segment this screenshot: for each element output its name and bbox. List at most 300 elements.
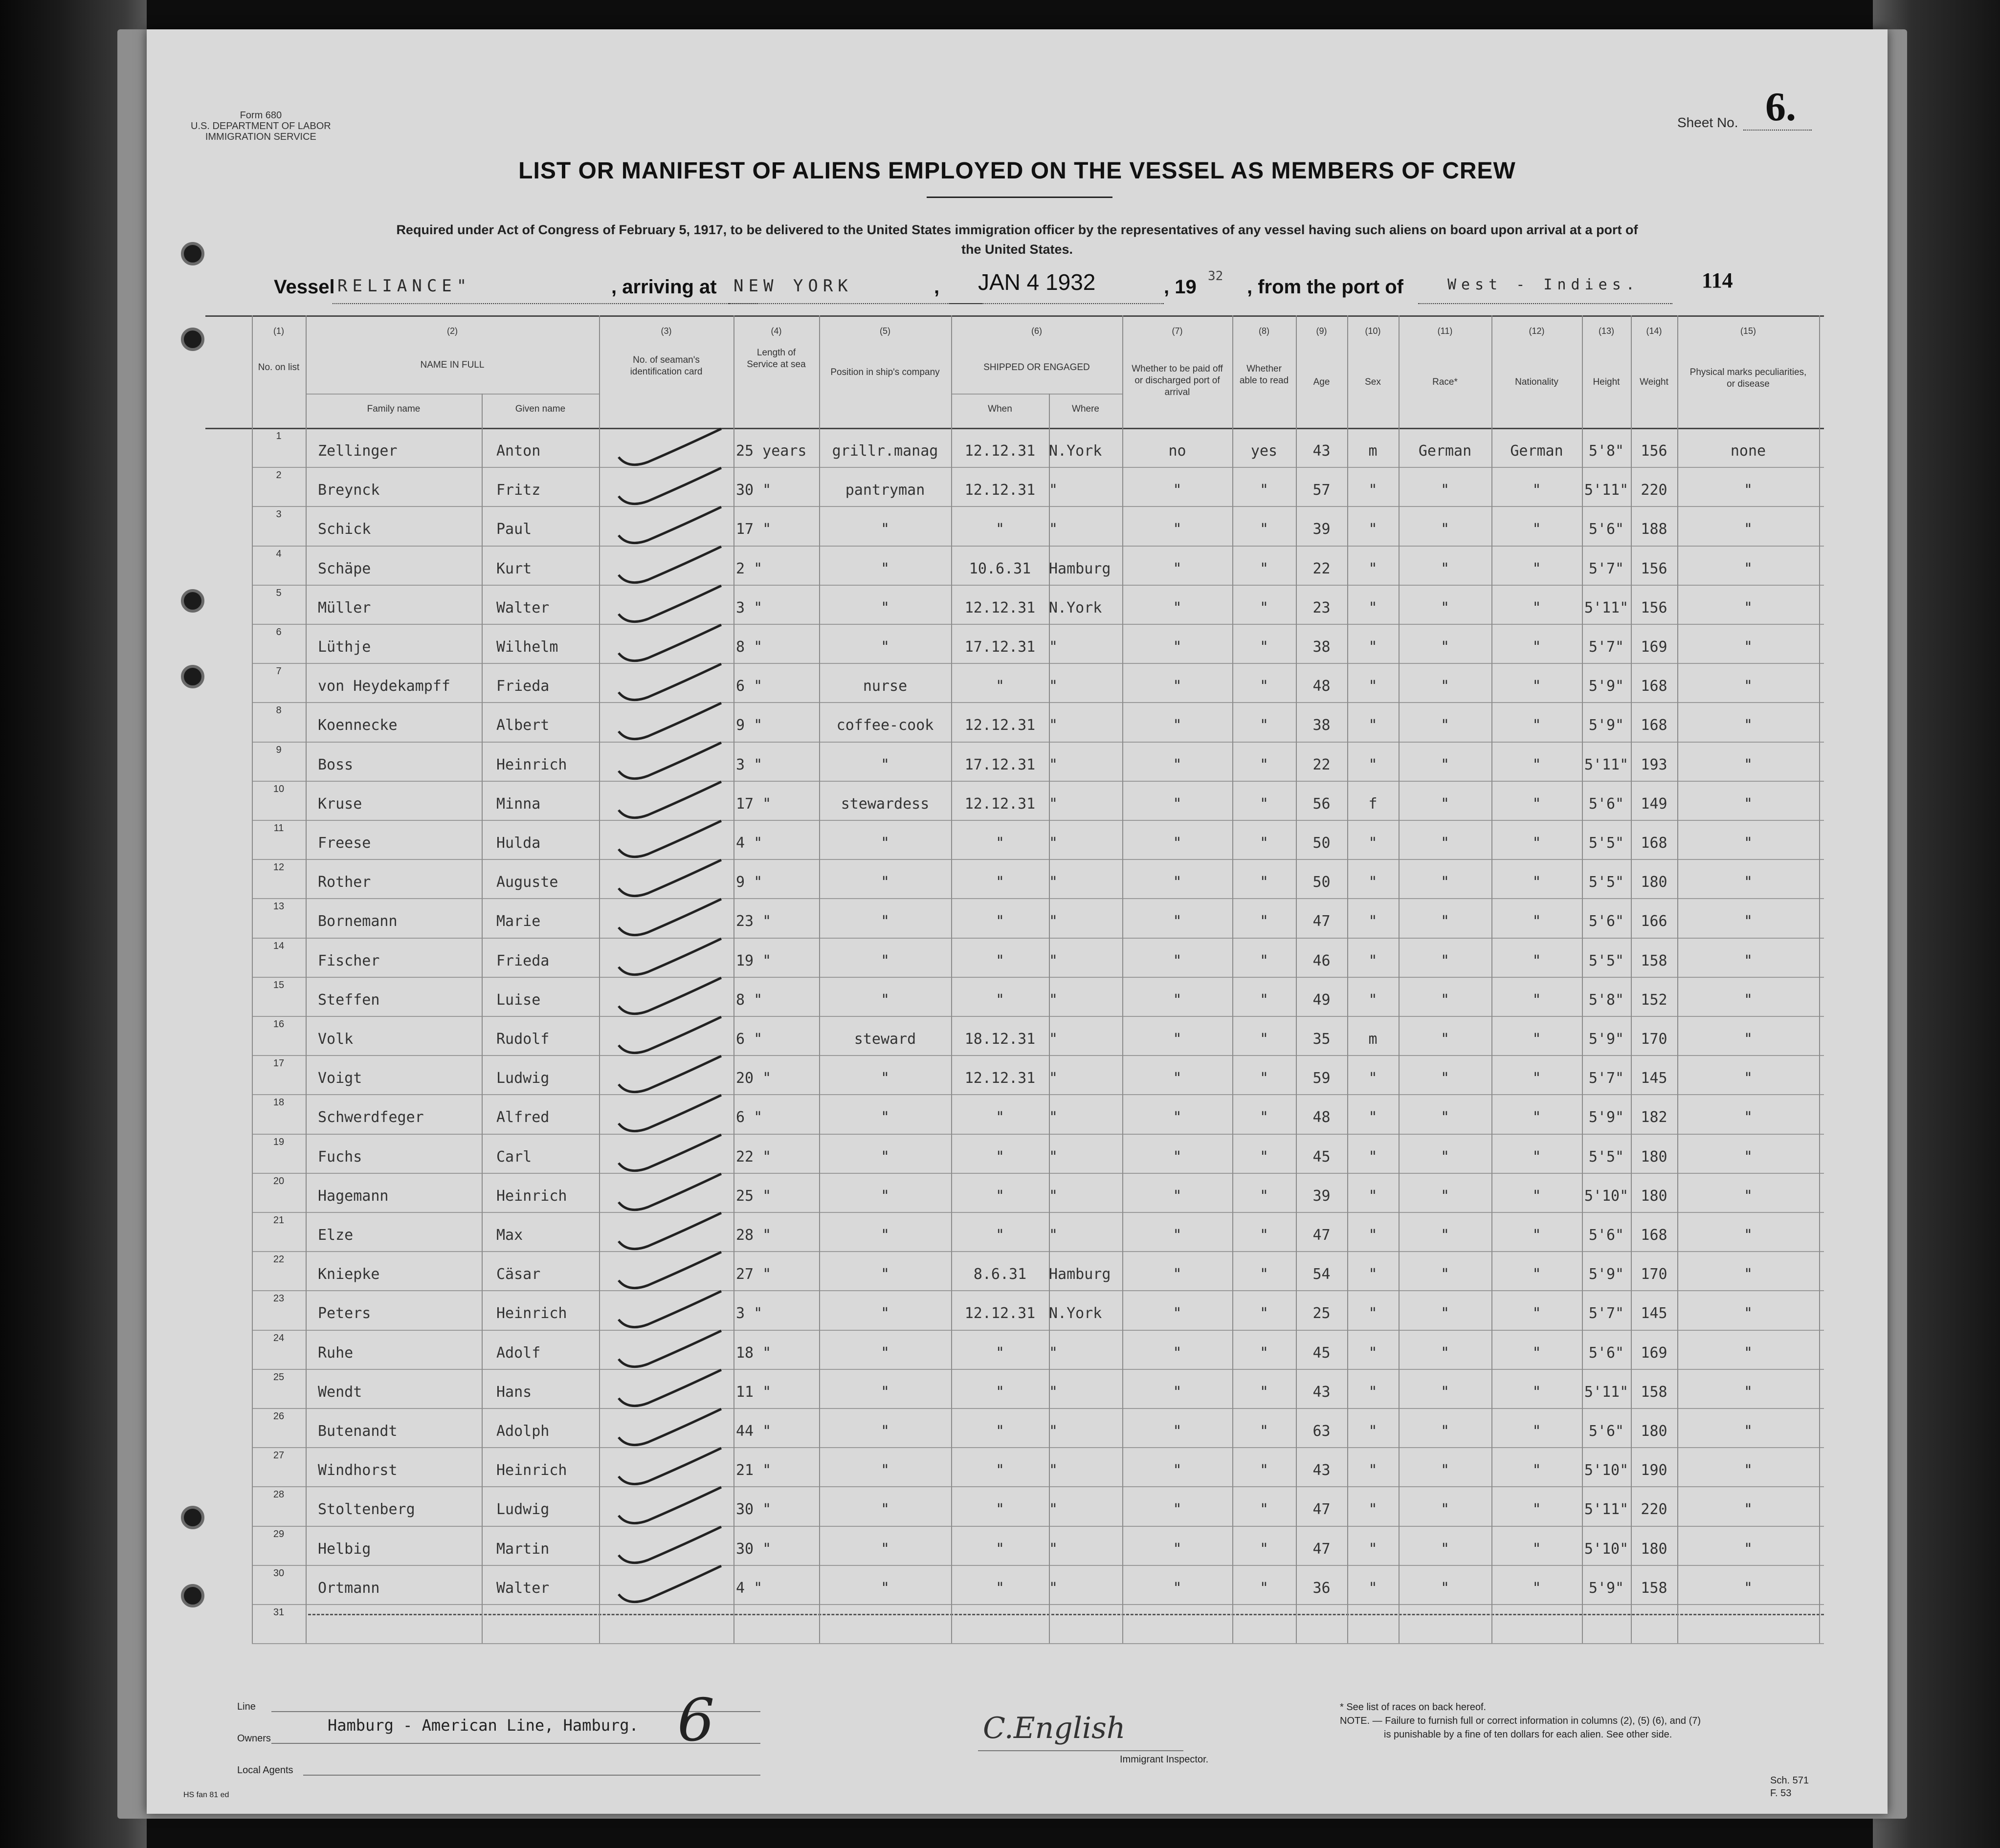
cell-weight: 158 xyxy=(1641,1383,1667,1401)
cell-service: 19 " xyxy=(736,952,772,969)
cell-when: " xyxy=(995,521,1005,538)
cell-sex: " xyxy=(1368,874,1378,891)
cell-where: " xyxy=(1049,1383,1058,1401)
cell-family: Boss xyxy=(318,756,354,773)
cell-given: Heinrich xyxy=(496,756,567,773)
sheet-label: Sheet No. xyxy=(1677,115,1738,130)
row-number: 3 xyxy=(276,509,282,520)
cell-marks: " xyxy=(1743,1109,1753,1126)
column-rule xyxy=(1399,315,1400,1643)
column-rule xyxy=(1631,315,1632,1643)
arriving-port: NEW YORK xyxy=(733,276,853,296)
row-number: 7 xyxy=(276,666,282,677)
col-header-weight: Weight xyxy=(1640,377,1668,387)
cell-weight: 156 xyxy=(1641,560,1667,577)
column-rule xyxy=(306,315,307,1643)
row-number: 28 xyxy=(273,1489,285,1500)
cell-age: 25 xyxy=(1312,1305,1331,1322)
cell-weight: 149 xyxy=(1641,795,1667,813)
cell-family: Koennecke xyxy=(318,717,398,734)
cell-sex: " xyxy=(1368,1148,1378,1166)
cell-age: 43 xyxy=(1312,1383,1331,1401)
row-number: 24 xyxy=(273,1332,285,1343)
row-number: 16 xyxy=(273,1019,285,1030)
row-rule xyxy=(252,1212,1824,1213)
cell-sex: " xyxy=(1368,991,1378,1009)
cell-height: 5'10" xyxy=(1584,1187,1629,1205)
cell-age: 45 xyxy=(1312,1344,1331,1362)
cell-when: " xyxy=(995,1579,1005,1597)
cell-marks: " xyxy=(1743,1148,1753,1166)
row-rule xyxy=(252,702,1824,703)
cell-sex: m xyxy=(1368,1031,1378,1048)
cell-service: 25 years xyxy=(736,442,807,460)
row-rule xyxy=(252,898,1824,899)
cell-paid: " xyxy=(1173,1540,1182,1558)
cell-read: " xyxy=(1259,1031,1269,1048)
cell-weight: 156 xyxy=(1641,442,1667,460)
cell-when: 17.12.31 xyxy=(964,638,1036,656)
cell-height: 5'11" xyxy=(1584,1383,1629,1401)
cell-family: Kniepke xyxy=(318,1266,380,1283)
cell-when: 17.12.31 xyxy=(964,756,1036,773)
cell-sex: " xyxy=(1368,1579,1378,1597)
name-subrule xyxy=(306,394,599,395)
cell-where: N.York xyxy=(1049,442,1102,460)
cell-where: " xyxy=(1049,1070,1058,1087)
cell-height: 5'6" xyxy=(1588,1227,1624,1244)
penalty-note: NOTE. — Failure to furnish full or correct information in columns (2), (5) (6), and (7) xyxy=(1340,1716,1701,1726)
cell-paid: " xyxy=(1173,1227,1182,1244)
column-rule xyxy=(733,315,734,1643)
cell-age: 47 xyxy=(1312,1227,1331,1244)
manifest-page xyxy=(147,29,1888,1814)
cell-nationality: " xyxy=(1532,952,1541,969)
table-top-rule xyxy=(205,315,1824,317)
subtitle-text: Required under Act of Congress of February 5, 1917, to be delivered to the United States immigration officer by the representatives of any vessel having such aliens on board upon arrival at a port of the United States. xyxy=(396,222,1638,257)
cell-when: " xyxy=(995,1383,1005,1401)
from-port-line xyxy=(1418,303,1672,304)
cell-family: Windhorst xyxy=(318,1462,398,1479)
cell-read: " xyxy=(1259,1305,1269,1322)
cell-family: Lüthje xyxy=(318,638,371,656)
col-header-family: Family name xyxy=(367,404,421,414)
row-number: 11 xyxy=(273,823,284,834)
cell-nationality: " xyxy=(1532,991,1541,1009)
cell-service: 27 " xyxy=(736,1266,772,1283)
cell-where: " xyxy=(1049,521,1058,538)
year-suffix: 32 xyxy=(1208,269,1223,284)
cell-race: " xyxy=(1440,1227,1450,1244)
cell-age: 39 xyxy=(1312,1187,1331,1205)
cell-nationality: " xyxy=(1532,756,1541,773)
cell-marks: " xyxy=(1743,835,1753,852)
cell-nationality: " xyxy=(1532,1344,1541,1362)
cell-family: Wendt xyxy=(318,1383,362,1401)
cell-family: Kruse xyxy=(318,795,362,813)
cell-age: 48 xyxy=(1312,1109,1331,1126)
cell-family: Ruhe xyxy=(318,1344,354,1362)
cell-read: " xyxy=(1259,1070,1269,1087)
row-number: 10 xyxy=(273,783,285,794)
cell-age: 43 xyxy=(1312,442,1331,460)
col-num: (11) xyxy=(1437,326,1453,336)
cell-read: " xyxy=(1259,638,1269,656)
cell-where: " xyxy=(1049,1344,1058,1362)
cell-when: " xyxy=(995,952,1005,969)
cell-paid: " xyxy=(1173,1070,1182,1087)
cell-read: " xyxy=(1259,1501,1269,1518)
cell-when: " xyxy=(995,1148,1005,1166)
row-number: 30 xyxy=(273,1567,285,1579)
column-rule xyxy=(252,315,253,1643)
cell-marks: none xyxy=(1730,442,1766,460)
binder-hole-icon xyxy=(181,328,204,351)
cell-position: " xyxy=(880,1540,890,1558)
cell-read: " xyxy=(1259,1109,1269,1126)
cell-marks: " xyxy=(1743,952,1753,969)
col-header-read: Whether able to read xyxy=(1239,364,1289,386)
cell-race: " xyxy=(1440,1148,1450,1166)
cell-height: 5'11" xyxy=(1584,1501,1629,1518)
cell-weight: 166 xyxy=(1641,913,1667,930)
cell-age: 22 xyxy=(1312,756,1331,773)
cell-nationality: " xyxy=(1532,638,1541,656)
cell-given: Frieda xyxy=(496,678,550,695)
cell-family: Schwerdfeger xyxy=(318,1109,424,1126)
agents-rule xyxy=(303,1775,760,1776)
cell-given: Hans xyxy=(496,1383,532,1401)
cell-race: " xyxy=(1440,482,1450,499)
cell-nationality: " xyxy=(1532,1305,1541,1322)
row-number: 5 xyxy=(276,587,282,598)
cell-when: " xyxy=(995,1423,1005,1440)
cell-marks: " xyxy=(1743,1462,1753,1479)
cell-given: Heinrich xyxy=(496,1462,567,1479)
handwritten-number: 6 xyxy=(677,1687,715,1755)
cell-paid: " xyxy=(1173,599,1182,616)
cell-given: Rudolf xyxy=(496,1031,550,1048)
row-number: 8 xyxy=(276,705,282,716)
col-num: (7) xyxy=(1172,326,1183,336)
cell-race: " xyxy=(1440,1305,1450,1322)
cell-where: " xyxy=(1049,1501,1058,1518)
cell-service: 30 " xyxy=(736,1501,772,1518)
cell-when: 12.12.31 xyxy=(964,717,1036,734)
cell-where: " xyxy=(1049,717,1058,734)
column-rule xyxy=(1232,315,1233,1643)
cell-paid: " xyxy=(1173,560,1182,577)
cell-paid: " xyxy=(1173,1305,1182,1322)
cell-nationality: " xyxy=(1532,795,1541,813)
col-header-sex: Sex xyxy=(1365,377,1381,387)
cell-family: Stoltenberg xyxy=(318,1501,415,1518)
row-rule xyxy=(252,1134,1824,1135)
cell-service: 6 " xyxy=(736,1109,763,1126)
cell-when: " xyxy=(995,874,1005,891)
cell-paid: " xyxy=(1173,1344,1182,1362)
cell-read: " xyxy=(1259,1540,1269,1558)
cell-family: Freese xyxy=(318,835,371,852)
col-num: (6) xyxy=(1031,326,1042,336)
cell-read: " xyxy=(1259,1423,1269,1440)
cell-sex: " xyxy=(1368,756,1378,773)
cell-where: " xyxy=(1049,835,1058,852)
cell-age: 56 xyxy=(1312,795,1331,813)
col-header-idcard: No. of seaman's identification card xyxy=(630,355,703,377)
page-subtitle xyxy=(147,220,1888,259)
row-number: 29 xyxy=(273,1528,285,1540)
cell-age: 38 xyxy=(1312,717,1331,734)
col-num: (5) xyxy=(880,326,890,336)
cell-family: Volk xyxy=(318,1031,354,1048)
cell-marks: " xyxy=(1743,521,1753,538)
cell-race: " xyxy=(1440,1462,1450,1479)
agents-label: Local Agents xyxy=(237,1765,293,1776)
row-number: 21 xyxy=(273,1215,285,1226)
cell-where: " xyxy=(1049,1579,1058,1597)
cell-race: " xyxy=(1440,521,1450,538)
cell-position: pantryman xyxy=(845,482,925,499)
cell-paid: " xyxy=(1173,1383,1182,1401)
cell-height: 5'6" xyxy=(1588,1423,1624,1440)
cell-nationality: " xyxy=(1532,1501,1541,1518)
cell-paid: " xyxy=(1173,874,1182,891)
col-header-name: NAME IN FULL xyxy=(420,360,485,370)
column-rule xyxy=(1347,315,1348,1643)
cell-given: Cäsar xyxy=(496,1266,541,1283)
cell-age: 36 xyxy=(1312,1579,1331,1597)
cell-read: " xyxy=(1259,482,1269,499)
department-line: U.S. DEPARTMENT OF LABOR xyxy=(191,121,331,132)
row-number: 22 xyxy=(273,1254,285,1265)
cell-age: 35 xyxy=(1312,1031,1331,1048)
cell-height: 5'9" xyxy=(1588,717,1624,734)
cell-age: 48 xyxy=(1312,678,1331,695)
row-number: 20 xyxy=(273,1175,285,1187)
column-rule xyxy=(1582,315,1583,1643)
page-title: LIST OR MANIFEST OF ALIENS EMPLOYED ON THE VESSEL AS MEMBERS OF CREW xyxy=(518,158,1516,184)
cell-given: Anton xyxy=(496,442,541,460)
cell-race: " xyxy=(1440,1383,1450,1401)
cell-read: " xyxy=(1259,1148,1269,1166)
cell-marks: " xyxy=(1743,1501,1753,1518)
cell-position: " xyxy=(880,835,890,852)
col-header-paidoff: Whether to be paid off or discharged port of arrival xyxy=(1132,364,1223,397)
date-stamp: JAN 4 1932 xyxy=(978,269,1096,295)
cell-position: " xyxy=(880,1579,890,1597)
col-num: (8) xyxy=(1259,326,1269,336)
cell-when: " xyxy=(995,835,1005,852)
cell-position: coffee-cook xyxy=(836,717,934,734)
cell-given: Adolf xyxy=(496,1344,541,1362)
cell-read: " xyxy=(1259,991,1269,1009)
cell-read: " xyxy=(1259,521,1269,538)
cell-family: Schick xyxy=(318,521,371,538)
cell-nationality: " xyxy=(1532,1070,1541,1087)
col-num: (15) xyxy=(1740,326,1756,336)
cell-position: steward xyxy=(854,1031,916,1048)
binder-hole-icon xyxy=(181,1506,204,1529)
cell-marks: " xyxy=(1743,1344,1753,1362)
cell-service: 6 " xyxy=(736,678,763,695)
cell-height: 5'8" xyxy=(1588,991,1624,1009)
cell-weight: 180 xyxy=(1641,874,1667,891)
cell-paid: " xyxy=(1173,1501,1182,1518)
cell-when: 8.6.31 xyxy=(973,1266,1027,1283)
row-number: 12 xyxy=(273,862,285,873)
cell-position: " xyxy=(880,991,890,1009)
cell-service: 17 " xyxy=(736,521,772,538)
cell-paid: no xyxy=(1168,442,1186,460)
form-number xyxy=(191,110,331,142)
column-rule xyxy=(1122,315,1123,1643)
cell-paid: " xyxy=(1173,1187,1182,1205)
cell-when: 12.12.31 xyxy=(964,599,1036,616)
row-number: 6 xyxy=(276,627,282,638)
column-rule xyxy=(1677,315,1678,1643)
cell-race: " xyxy=(1440,952,1450,969)
row-rule xyxy=(252,546,1824,547)
cell-sex: " xyxy=(1368,1540,1378,1558)
cell-marks: " xyxy=(1743,1266,1753,1283)
cell-when: 12.12.31 xyxy=(964,1070,1036,1087)
cell-marks: " xyxy=(1743,795,1753,813)
cell-height: 5'10" xyxy=(1584,1462,1629,1479)
cell-weight: 145 xyxy=(1641,1070,1667,1087)
cell-weight: 170 xyxy=(1641,1266,1667,1283)
cell-sex: " xyxy=(1368,952,1378,969)
row-number: 27 xyxy=(273,1450,285,1461)
cell-service: 4 " xyxy=(736,835,763,852)
cell-given: Max xyxy=(496,1227,523,1244)
cell-age: 46 xyxy=(1312,952,1331,969)
cell-nationality: " xyxy=(1532,1540,1541,1558)
cell-family: Hagemann xyxy=(318,1187,389,1205)
cell-nationality: German xyxy=(1510,442,1563,460)
col-num: (1) xyxy=(273,326,284,336)
cell-race: German xyxy=(1418,442,1472,460)
cell-age: 43 xyxy=(1312,1462,1331,1479)
cell-height: 5'7" xyxy=(1588,1305,1624,1322)
cell-where: " xyxy=(1049,756,1058,773)
cell-position: grillr.manag xyxy=(832,442,938,460)
vessel-label: Vessel xyxy=(274,276,335,298)
cell-family: Peters xyxy=(318,1305,371,1322)
cell-marks: " xyxy=(1743,874,1753,891)
cell-position: " xyxy=(880,1266,890,1283)
cell-nationality: " xyxy=(1532,835,1541,852)
row-rule xyxy=(252,1094,1824,1095)
cell-height: 5'9" xyxy=(1588,1109,1624,1126)
cell-age: 39 xyxy=(1312,521,1331,538)
column-rule xyxy=(1491,315,1492,1643)
form-code: F. 53 xyxy=(1770,1788,1792,1799)
row-number: 14 xyxy=(273,940,285,951)
cell-family: von Heydekampff xyxy=(318,678,450,695)
col-num: (12) xyxy=(1529,326,1545,336)
cell-service: 20 " xyxy=(736,1070,772,1087)
col-num: (13) xyxy=(1598,326,1614,336)
cell-sex: " xyxy=(1368,560,1378,577)
cell-position: " xyxy=(880,1148,890,1166)
cell-given: Wilhelm xyxy=(496,638,558,656)
cell-position: " xyxy=(880,952,890,969)
cell-nationality: " xyxy=(1532,599,1541,616)
service-line: IMMIGRATION SERVICE xyxy=(205,132,316,142)
cell-service: 22 " xyxy=(736,1148,772,1166)
cell-when: " xyxy=(995,991,1005,1009)
cell-when: " xyxy=(995,1109,1005,1126)
row-rule xyxy=(252,1173,1824,1174)
races-note: * See list of races on back hereof. xyxy=(1340,1702,1487,1713)
cell-given: Marie xyxy=(496,913,541,930)
cell-family: Voigt xyxy=(318,1070,362,1087)
cell-service: 3 " xyxy=(736,599,763,616)
cell-marks: " xyxy=(1743,756,1753,773)
cell-sex: m xyxy=(1368,442,1378,460)
cell-race: " xyxy=(1440,874,1450,891)
cell-position: " xyxy=(880,1187,890,1205)
cell-race: " xyxy=(1440,756,1450,773)
col-num: (4) xyxy=(771,326,782,336)
cell-when: 12.12.31 xyxy=(964,442,1036,460)
shipped-subrule xyxy=(951,394,1122,395)
cell-where: " xyxy=(1049,874,1058,891)
row-rule xyxy=(252,1526,1824,1527)
cell-marks: " xyxy=(1743,560,1753,577)
row-number: 2 xyxy=(276,470,282,481)
cell-given: Heinrich xyxy=(496,1305,567,1322)
cell-marks: " xyxy=(1743,1383,1753,1401)
cell-position: " xyxy=(880,874,890,891)
cell-position: " xyxy=(880,1462,890,1479)
cell-sex: " xyxy=(1368,1501,1378,1518)
cell-height: 5'9" xyxy=(1588,1579,1624,1597)
cell-read: " xyxy=(1259,913,1269,930)
inspector-signature: C.English xyxy=(983,1711,1126,1745)
cell-read: " xyxy=(1259,678,1269,695)
row-number: 9 xyxy=(276,744,282,755)
cell-position: stewardess xyxy=(841,795,930,813)
cell-weight: 180 xyxy=(1641,1423,1667,1440)
cell-sex: " xyxy=(1368,1423,1378,1440)
cell-when: " xyxy=(995,678,1005,695)
year-label: , 19 xyxy=(1164,276,1197,298)
cell-when: 18.12.31 xyxy=(964,1031,1036,1048)
cell-nationality: " xyxy=(1532,717,1541,734)
cell-race: " xyxy=(1440,991,1450,1009)
cell-nationality: " xyxy=(1532,1266,1541,1283)
cell-read: " xyxy=(1259,835,1269,852)
cell-given: Carl xyxy=(496,1148,532,1166)
cell-weight: 169 xyxy=(1641,1344,1667,1362)
cell-paid: " xyxy=(1173,1266,1182,1283)
cell-given: Hulda xyxy=(496,835,541,852)
cell-given: Minna xyxy=(496,795,541,813)
cell-marks: " xyxy=(1743,678,1753,695)
cell-read: " xyxy=(1259,1383,1269,1401)
cell-family: Breynck xyxy=(318,482,380,499)
cell-where: N.York xyxy=(1049,1305,1102,1322)
date-line xyxy=(949,303,1164,304)
cell-marks: " xyxy=(1743,1540,1753,1558)
vessel-name: RELIANCE" xyxy=(337,276,472,296)
cell-weight: 156 xyxy=(1641,599,1667,616)
cell-read: " xyxy=(1259,1227,1269,1244)
row-number: 17 xyxy=(273,1058,285,1069)
cell-paid: " xyxy=(1173,1148,1182,1166)
